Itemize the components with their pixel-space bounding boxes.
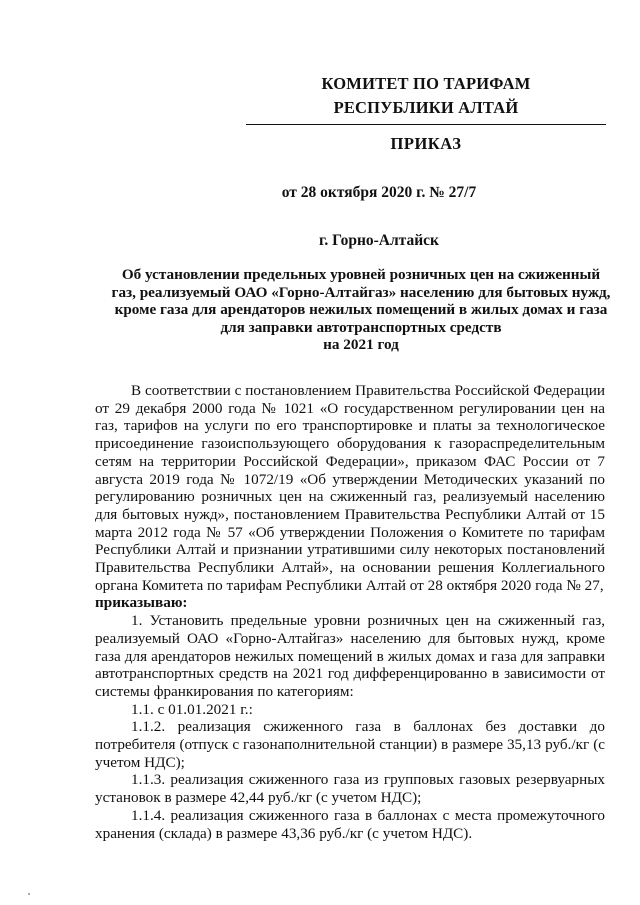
- clause-1-1: 1.1. с 01.01.2021 г.:: [131, 700, 253, 718]
- subject-line: газ, реализуемый ОАО «Горно-Алтайгаз» населению для бытовых нужд,: [111, 283, 611, 301]
- order-date-text: от 28 октября 2020 г. № 27/7: [281, 184, 477, 201]
- order-title: ПРИКАЗ: [390, 134, 462, 153]
- subject-line: для заправки автотранспортных средств: [220, 318, 502, 336]
- clause-1: 1. Установить предельные уровни розничных цен на сжиженный газ, реализуемый ОАО «Горно-Алтайгаз» населению для бытовых нужд, кроме газа для арендаторов нежилых помещений в жилых домах и газа для заправки автотранспортных средств на 2021 год дифференцированно в зависимости от системы франкирования по категориям:: [95, 612, 605, 700]
- committee-name-line2: РЕСПУБЛИКИ АЛТАЙ: [333, 98, 519, 117]
- scan-speck: [28, 893, 30, 895]
- clause-1-1-2: 1.1.2. реализация сжиженного газа в баллонах без доставки до потребителя (отпуск с газонаполнительной станции) в размере 35,13 руб./кг (с учетом НДС);: [95, 718, 605, 771]
- order-city: [0, 232, 640, 250]
- order-subject: [96, 266, 626, 354]
- order-city-text: г. Горно-Алтайск: [319, 232, 439, 249]
- header-rule: [246, 124, 606, 125]
- clause-1-1-3: 1.1.3. реализация сжиженного газа из групповых газовых резервуарных установок в размере 42,44 руб./кг (с учетом НДС);: [95, 771, 605, 807]
- committee-header: [246, 72, 606, 125]
- clause-1-1-4: 1.1.4. реализация сжиженного газа в баллонах с места промежуточного хранения (склада) в размере 43,36 руб./кг (с учетом НДС).: [95, 806, 605, 842]
- subject-line: кроме газа для арендаторов нежилых помещений в жилых домах и газа: [114, 301, 608, 318]
- order-date-number: [0, 184, 640, 202]
- subject-line: Об установлении предельных уровней розничных цен на сжиженный: [121, 266, 601, 283]
- preamble-paragraph: В соответствии с постановлением Правительства Российской Федерации от 29 декабря 2000 года № 1021 «О государственном регулировании цен на газ, тарифов на услуги по его транспортировке и платы за технологическое присоединение газоиспользующего оборудования к газораспределительным сетям на территории Российской Федерации», приказом ФАС России от 7 августа 2019 года № 1072/19 «Об утверждении Методических указаний по регулированию розничных цен на сжиженный газ, реализуемый населению для бытовых нужд», постановлением Правительства Республики Алтай от 15 марта 2012 года № 57 «Об утверждении Положения о Комитете по тарифам Республики Алтай и признании утратившими силу некоторых постановлений Правительства Республики Алтай», на основании решения Коллегиального органа Комитета по тарифам Республики Алтай от 28 октября 2020 года № 27,: [95, 382, 605, 594]
- subject-line: на 2021 год: [323, 336, 399, 353]
- committee-name-line1: КОМИТЕТ ПО ТАРИФАМ: [321, 74, 531, 93]
- order-body: [95, 382, 605, 842]
- order-directive: приказываю:: [95, 594, 188, 612]
